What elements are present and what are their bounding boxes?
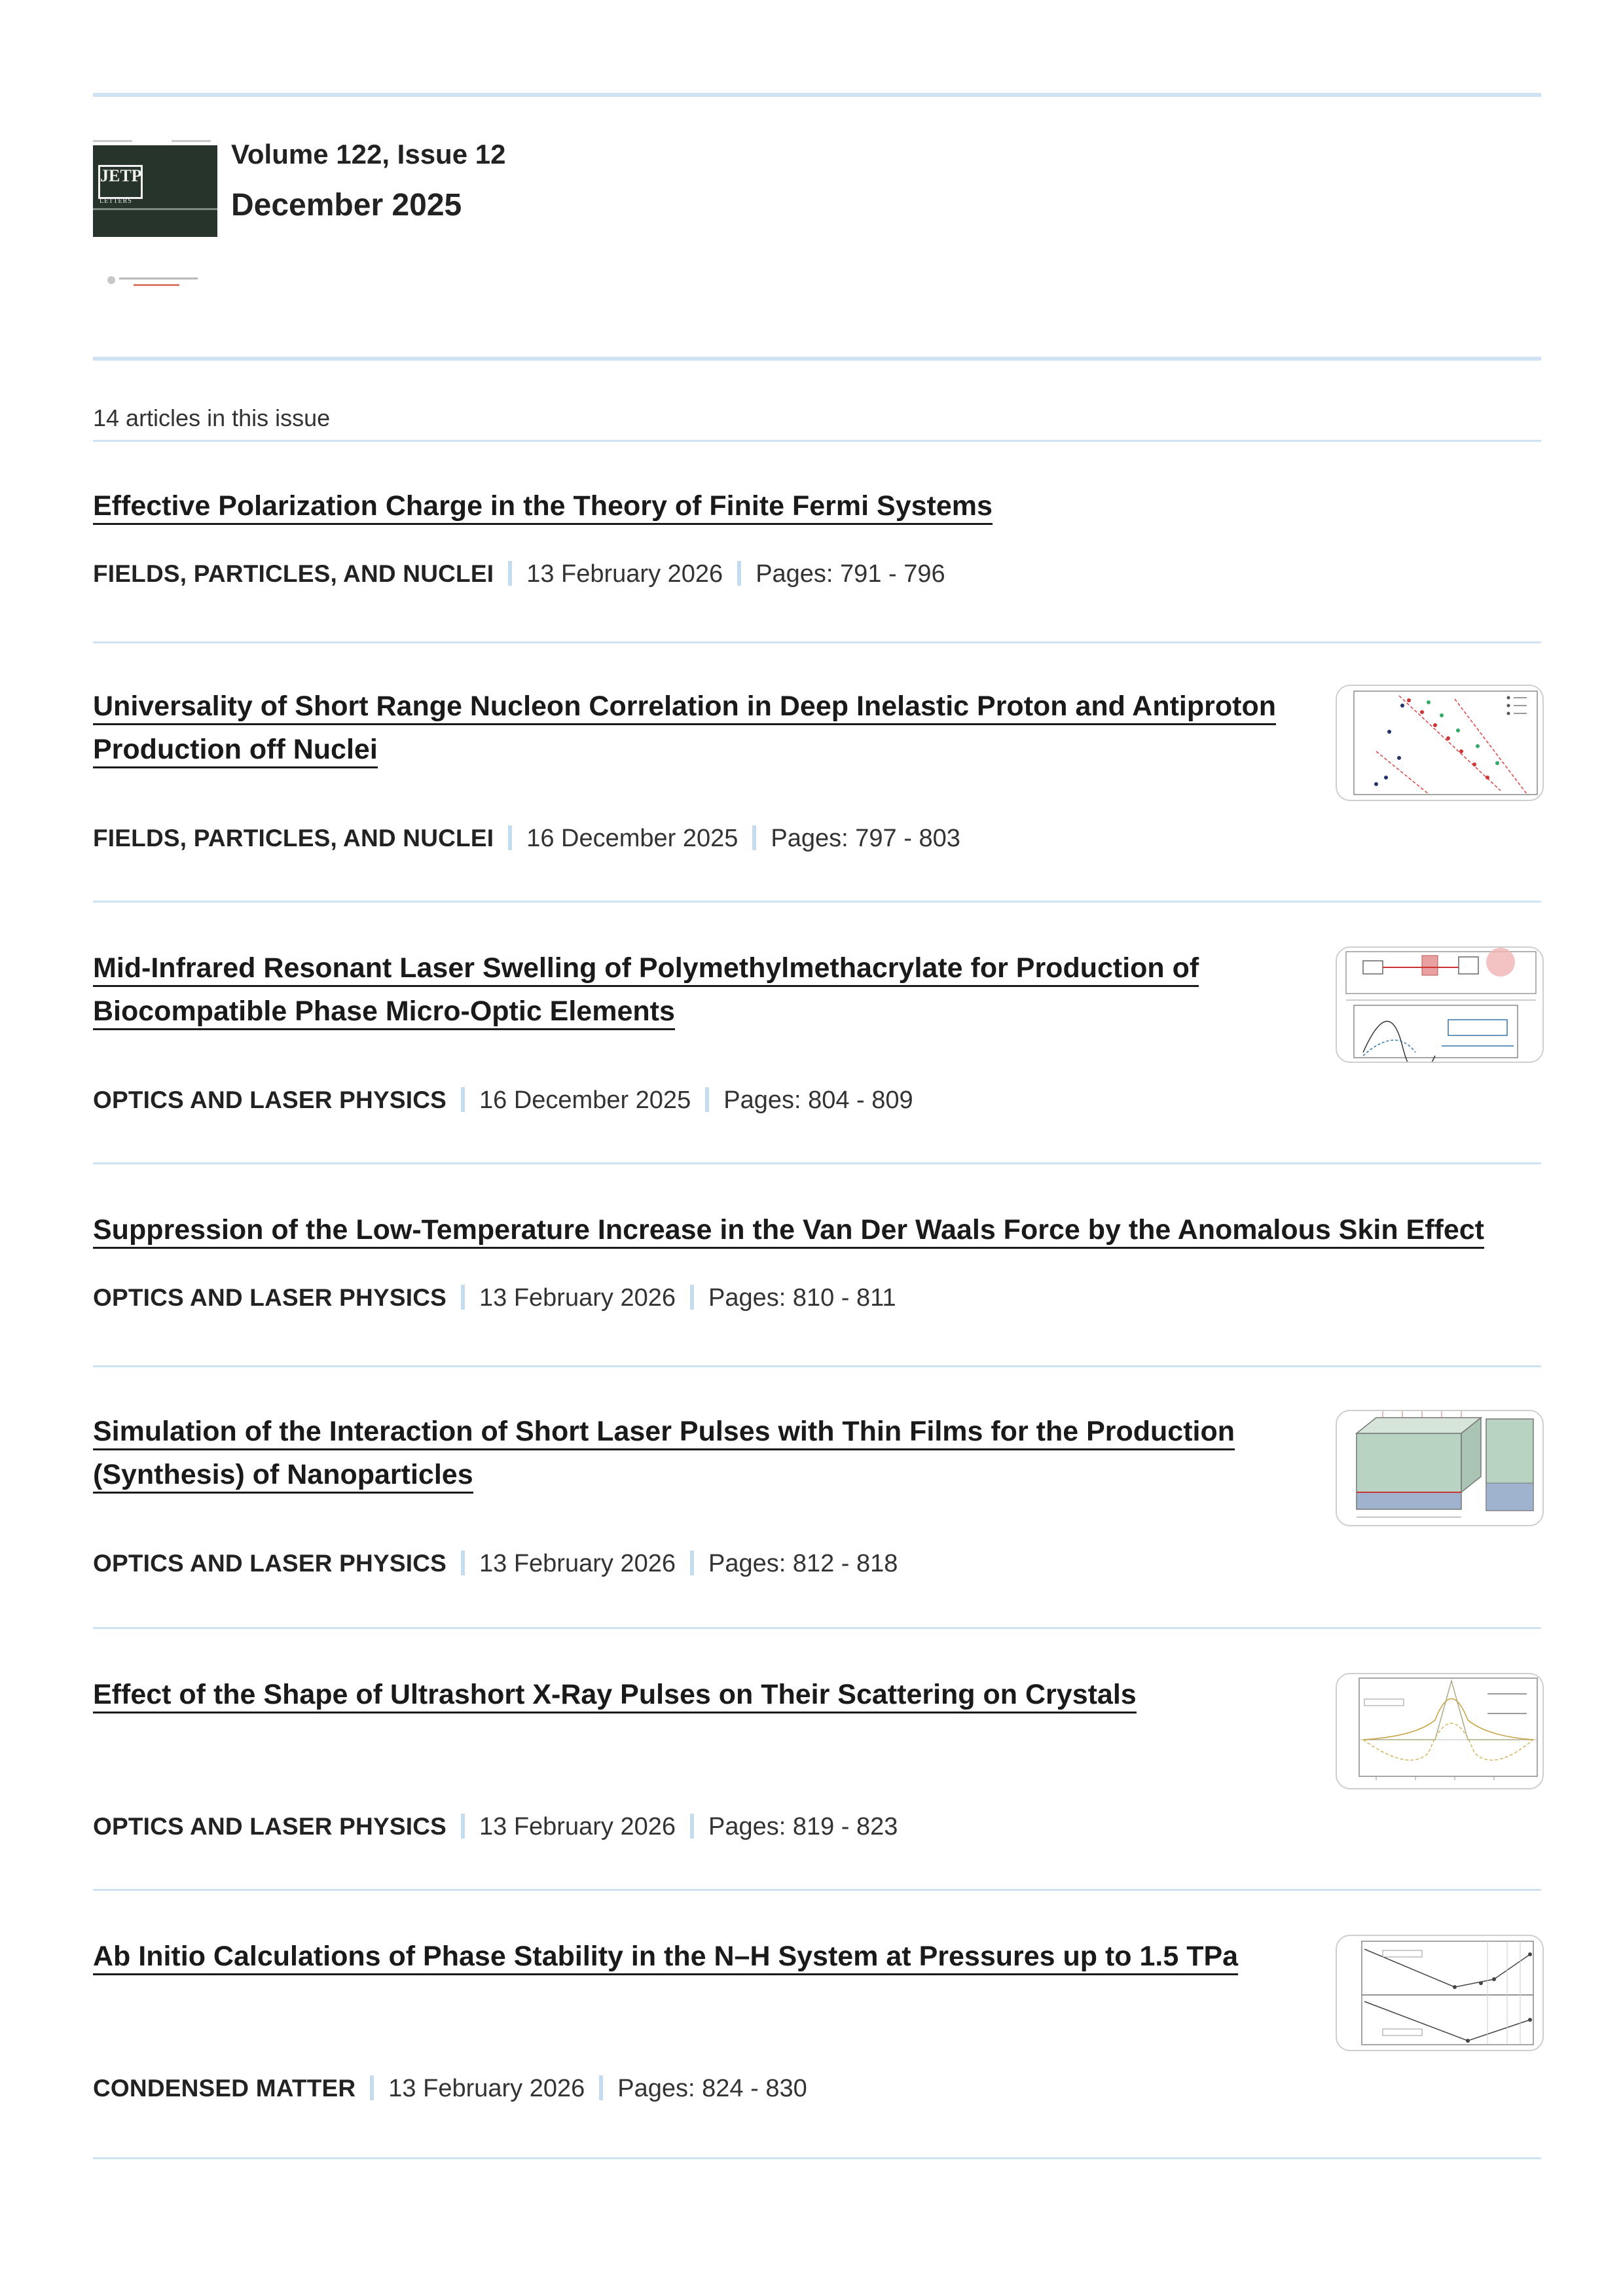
article-meta (93, 1550, 898, 1578)
article-subject[interactable]: FIELDS, PARTICLES, AND NUCLEI (93, 825, 494, 852)
article-meta (93, 2075, 807, 2103)
pulse-shape-plot-thumbnail[interactable] (1336, 1673, 1544, 1789)
article-date: 13 February 2026 (526, 560, 723, 588)
article-meta (93, 1813, 898, 1841)
journal-mark-sub: LETTERS (100, 198, 132, 205)
article-divider (93, 1889, 1541, 1891)
meta-separator (690, 1285, 694, 1310)
meta-separator (461, 1551, 465, 1575)
article-title-link[interactable]: Effective Polarization Charge in the Theory of Finite Fermi Systems (93, 490, 993, 525)
journal-cover-image[interactable] (93, 145, 217, 302)
article-title (93, 1410, 1337, 1496)
scatter-plot-thumbnail[interactable] (1336, 685, 1544, 801)
journal-mark: JETP (98, 165, 143, 199)
article-date: 13 February 2026 (479, 1813, 676, 1840)
article-meta (93, 1284, 896, 1312)
meta-separator (461, 1087, 465, 1112)
meta-separator (508, 561, 512, 586)
article-title-link[interactable]: Ab Initio Calculations of Phase Stability in the N–H System at Pressures up to 1.5 TPa (93, 1941, 1238, 1975)
article-divider (93, 1162, 1541, 1164)
article-subject[interactable]: OPTICS AND LASER PHYSICS (93, 1550, 447, 1577)
article-subject[interactable]: OPTICS AND LASER PHYSICS (93, 1086, 447, 1113)
meta-separator (461, 1814, 465, 1839)
meta-separator (752, 825, 756, 850)
simulation-box-thumbnail[interactable] (1336, 1410, 1544, 1526)
article-title-link[interactable]: Mid-Infrared Resonant Laser Swelling of Polymethylmethacrylate for Production of Biocompatible Phase Micro-Optic Elements (93, 952, 1199, 1030)
article-pages: Pages: 797 - 803 (771, 825, 960, 852)
top-divider (93, 93, 1541, 97)
article-divider (93, 2157, 1541, 2159)
volume-issue-label: Volume 122, Issue 12 (231, 139, 506, 170)
article-subject[interactable]: FIELDS, PARTICLES, AND NUCLEI (93, 560, 494, 587)
article-subject[interactable]: OPTICS AND LASER PHYSICS (93, 1284, 447, 1311)
meta-separator (461, 1285, 465, 1310)
article-date: 16 December 2025 (479, 1086, 691, 1114)
article-pages: Pages: 824 - 830 (617, 2075, 807, 2102)
meta-separator (737, 561, 741, 586)
convex-hull-plot-thumbnail[interactable] (1336, 1935, 1544, 2051)
meta-separator (370, 2075, 374, 2100)
article-title (93, 946, 1337, 1033)
article-meta (93, 1086, 913, 1115)
issue-date: December 2025 (231, 188, 462, 223)
article-date: 13 February 2026 (479, 1284, 676, 1312)
article-subject[interactable]: OPTICS AND LASER PHYSICS (93, 1813, 447, 1840)
article-title-link[interactable]: Universality of Short Range Nucleon Correlation in Deep Inelastic Proton and Antiproton Production off Nuclei (93, 691, 1276, 768)
setup-diagram-thumbnail[interactable] (1336, 946, 1544, 1063)
article-count: 14 articles in this issue (93, 404, 331, 431)
article-pages: Pages: 810 - 811 (708, 1284, 896, 1312)
article-title (93, 1673, 1337, 1716)
article-title (93, 685, 1337, 771)
article-title (93, 1935, 1337, 1978)
article-date: 13 February 2026 (479, 1550, 676, 1577)
article-pages: Pages: 812 - 818 (708, 1550, 898, 1577)
article-divider (93, 901, 1541, 903)
article-divider (93, 641, 1541, 643)
article-divider (93, 1365, 1541, 1367)
article-title (93, 1208, 1541, 1251)
meta-separator (690, 1551, 694, 1575)
publisher-logo (107, 274, 206, 291)
article-pages: Pages: 804 - 809 (723, 1086, 913, 1114)
meta-separator (690, 1814, 694, 1839)
meta-separator (599, 2075, 603, 2100)
meta-separator (508, 825, 512, 850)
article-title-link[interactable]: Suppression of the Low-Temperature Increase in the Van Der Waals Force by the Anomalous Skin Effect (93, 1214, 1484, 1249)
meta-separator (705, 1087, 709, 1112)
article-date: 16 December 2025 (526, 825, 739, 852)
article-pages: Pages: 819 - 823 (708, 1813, 898, 1840)
article-subject[interactable]: CONDENSED MATTER (93, 2075, 356, 2102)
article-title (93, 484, 1541, 528)
header-divider (93, 357, 1541, 361)
article-divider (93, 1627, 1541, 1629)
article-meta (93, 560, 945, 588)
article-title-link[interactable]: Simulation of the Interaction of Short Laser Pulses with Thin Films for the Production (Synthesis) of Nanoparticles (93, 1416, 1235, 1494)
count-divider (93, 440, 1541, 442)
article-date: 13 February 2026 (388, 2075, 585, 2102)
article-pages: Pages: 791 - 796 (756, 560, 945, 588)
article-meta (93, 825, 960, 853)
article-title-link[interactable]: Effect of the Shape of Ultrashort X-Ray Pulses on Their Scattering on Crystals (93, 1679, 1137, 1713)
